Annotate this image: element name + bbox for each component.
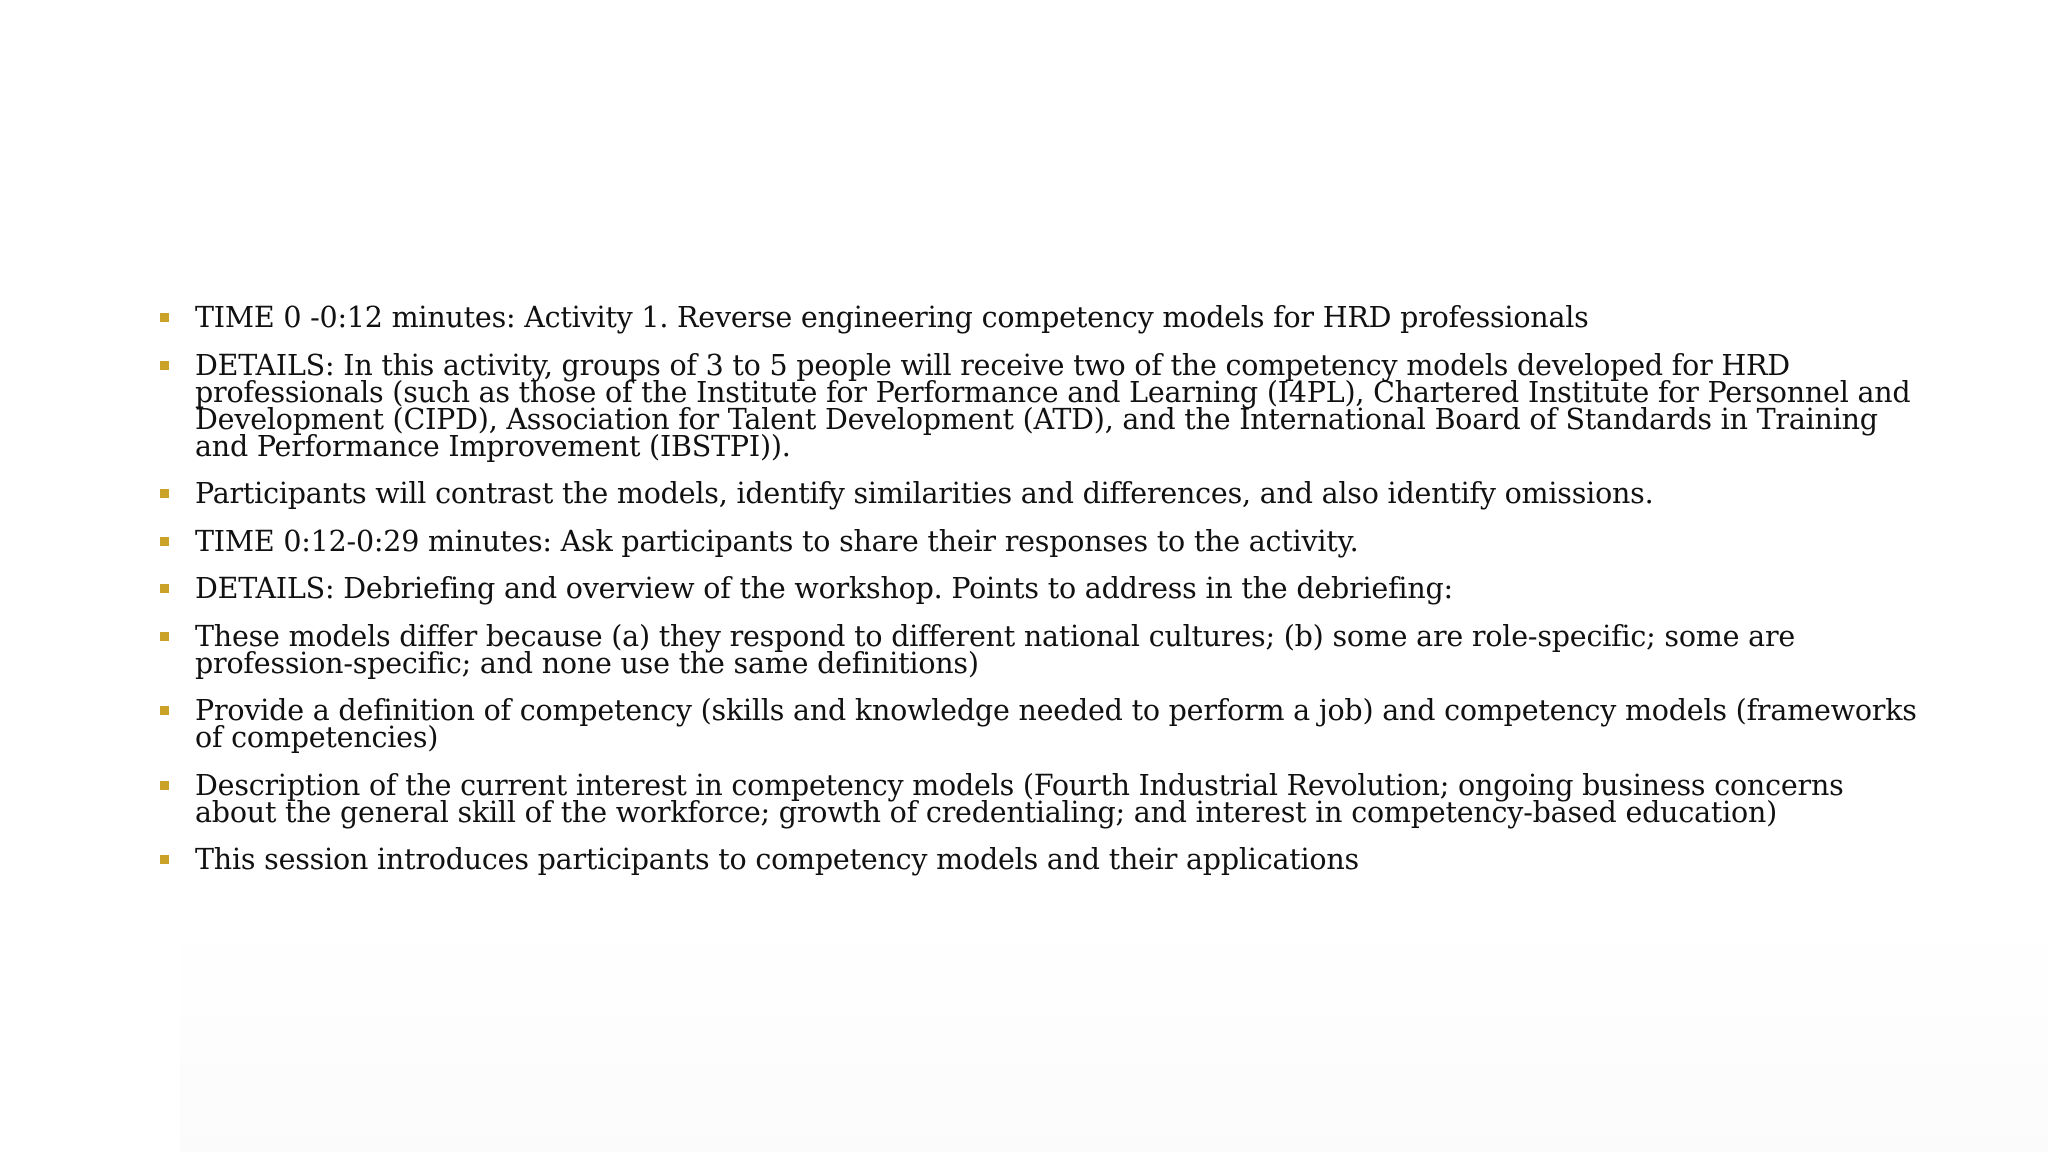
square-bullet-icon bbox=[160, 489, 169, 498]
bullet-text: Provide a definition of competency (skills and knowledge needed to perform a job) and competency models (frameworks of competencies) bbox=[195, 694, 1917, 754]
bullet-text: DETAILS: Debriefing and overview of the workshop. Points to address in the debriefing: bbox=[195, 572, 1453, 605]
bullet-text: This session introduces participants to competency models and their applications bbox=[195, 843, 1359, 876]
bullet-list bbox=[158, 301, 1918, 894]
bullet-text: Participants will contrast the models, identify similarities and differences, and also identify omissions. bbox=[195, 477, 1654, 510]
bullet-item-time-activity bbox=[158, 301, 1918, 334]
bullet-item-models-differ bbox=[158, 619, 1918, 680]
square-bullet-icon bbox=[160, 313, 169, 322]
bullet-item-participants-contrast bbox=[158, 477, 1918, 510]
square-bullet-icon bbox=[160, 537, 169, 546]
square-bullet-icon bbox=[160, 632, 169, 641]
square-bullet-icon bbox=[160, 706, 169, 715]
bullet-text: These models differ because (a) they respond to different national cultures; (b) some are role-specific; some are profession-specific; and none use the same definitions) bbox=[195, 619, 1796, 680]
bullet-text: TIME 0:12-0:29 minutes: Ask participants to share their responses to the activity. bbox=[195, 524, 1359, 558]
bullet-text: Description of the current interest in competency models (Fourth Industrial Revolution; ongoing business concerns about the general skill of the workforce; growth of credentialing; and interest in competency-based education) bbox=[195, 768, 1844, 829]
square-bullet-icon bbox=[160, 855, 169, 864]
bullet-item-session-intro bbox=[158, 843, 1918, 876]
square-bullet-icon bbox=[160, 584, 169, 593]
bullet-text: TIME 0 -0:12 minutes: Activity 1. Reverse engineering competency models for HRD professionals bbox=[195, 301, 1589, 334]
square-bullet-icon bbox=[160, 361, 169, 370]
bullet-item-details-debriefing bbox=[158, 572, 1918, 605]
square-bullet-icon bbox=[160, 781, 169, 790]
bullet-item-current-interest bbox=[158, 768, 1918, 829]
bullet-item-definition bbox=[158, 694, 1918, 754]
bullet-item-details-activity bbox=[158, 348, 1918, 463]
background-shade bbox=[180, 920, 2048, 1152]
bullet-text: DETAILS: In this activity, groups of 3 to 5 people will receive two of the competency models developed for HRD professionals (such as those of the Institute for Performance and Learning (I4PL), Chartered Institute for Personnel and Development (CIPD), Association for Talent Development (ATD), and the International Board of Standards in Training and Performance Improvement (IBSTPI)). bbox=[195, 348, 1911, 463]
bullet-item-time-share bbox=[158, 524, 1918, 558]
